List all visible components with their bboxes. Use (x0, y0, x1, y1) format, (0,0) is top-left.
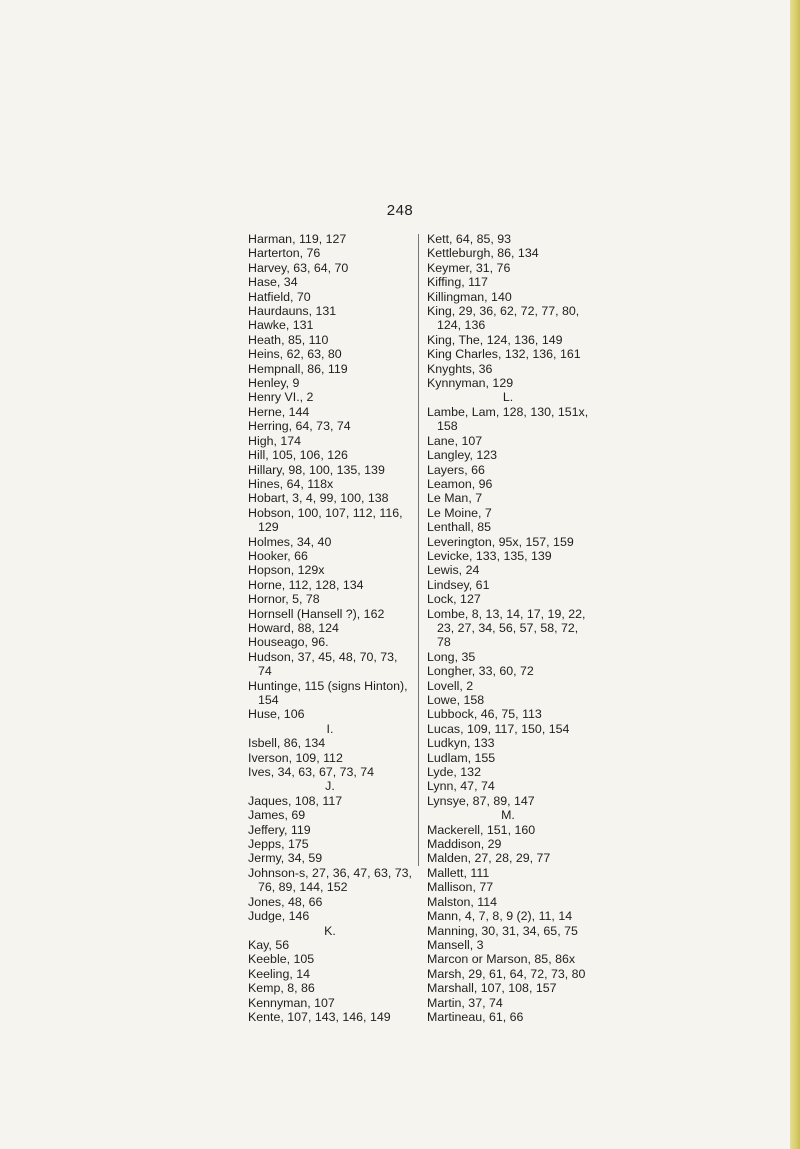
index-entry: Holmes, 34, 40 (248, 534, 332, 549)
index-entry: James, 69 (248, 808, 306, 823)
index-entry: Lovell, 2 (427, 678, 474, 693)
index-entry: Langley, 123 (427, 448, 498, 463)
index-entry: Lucas, 109, 117, 150, 154 (427, 721, 570, 736)
index-entry: Isbell, 86, 134 (248, 736, 326, 751)
index-entry: Mann, 4, 7, 8, 9 (2), 11, 14 (427, 909, 573, 924)
index-entry: Herne, 144 (248, 404, 310, 419)
index-entry: Henry VI., 2 (248, 390, 314, 405)
index-entry: Longher, 33, 60, 72 (427, 664, 534, 679)
index-entry: King Charles, 132, 136, 161 (427, 347, 581, 362)
index-entry: Heath, 85, 110 (248, 332, 329, 347)
index-entry: Lindsey, 61 (427, 577, 490, 592)
page-number: 248 (386, 202, 414, 219)
section-letter: K. (324, 923, 336, 938)
index-entry: Hornor, 5, 78 (248, 592, 320, 607)
index-entry: Killingman, 140 (427, 289, 512, 304)
page-edge-decoration (790, 0, 800, 1149)
index-entry: Mackerell, 151, 160 (427, 822, 536, 837)
section-letter: I. (326, 721, 334, 736)
index-entry: Kiffing, 117 (427, 275, 488, 290)
index-column-left (248, 232, 412, 1024)
index-entry: Le Moine, 7 (427, 505, 492, 520)
index-entry: Marshall, 107, 108, 157 (427, 981, 557, 996)
index-entry: Knyghts, 36 (427, 361, 493, 376)
index-entry: Long, 35 (427, 649, 476, 664)
index-entry: Ives, 34, 63, 67, 73, 74 (248, 765, 375, 780)
index-entry: Malston, 114 (427, 894, 498, 909)
index-entry: Keeble, 105 (248, 952, 315, 967)
index-entry: Herring, 64, 73, 74 (248, 419, 351, 434)
index-entry: Houseago, 96. (248, 635, 329, 650)
index-entry: Hatfield, 70 (248, 289, 311, 304)
index-entry: Martineau, 61, 66 (427, 1009, 524, 1024)
index-entry: Leverington, 95x, 157, 159 (427, 534, 574, 549)
column-divider (418, 234, 419, 866)
index-entry: Hornsell (Hansell ?), 162 (248, 606, 385, 621)
index-entry: Layers, 66 (427, 462, 485, 477)
index-entry: Jaques, 108, 117 (248, 793, 343, 808)
index-entry: Lenthall, 85 (427, 520, 492, 535)
index-entry: Marsh, 29, 61, 64, 72, 73, 80 (427, 966, 586, 981)
index-entry: Kemp, 8, 86 (248, 981, 315, 996)
index-entry: Hobart, 3, 4, 99, 100, 138 (248, 491, 389, 506)
index-entry: Huntinge, 115 (signs Hinton), 154 (248, 678, 408, 707)
index-entry: Lynsye, 87, 89, 147 (427, 793, 535, 808)
index-entry: Kente, 107, 143, 146, 149 (248, 1009, 391, 1024)
index-entry: Keeling, 14 (248, 966, 311, 981)
index-entry: Hines, 64, 118x (248, 476, 334, 491)
index-entry: Hobson, 100, 107, 112, 116, 129 (248, 505, 403, 535)
index-entry: Lambe, Lam, 128, 130, 151x, 158 (427, 404, 589, 434)
index-entry: King, 29, 36, 62, 72, 77, 80, 124, 136 (427, 304, 580, 333)
index-entry: Harvey, 63, 64, 70 (248, 260, 349, 275)
index-entry: Hase, 34 (248, 275, 298, 290)
index-entry: Hudson, 37, 45, 48, 70, 73, 74 (248, 649, 398, 679)
index-entry: Ludlam, 155 (427, 750, 496, 765)
index-entry: Mansell, 3 (427, 937, 484, 952)
index-entry: Jeffery, 119 (248, 822, 311, 837)
index-entry: Judge, 146 (248, 909, 310, 924)
index-entry: Levicke, 133, 135, 139 (427, 548, 552, 563)
index-entry: Lombe, 8, 13, 14, 17, 19, 22, 23, 27, 34, 56, 57, 58, 72, 78 (427, 606, 586, 650)
index-entry: Kettleburgh, 86, 134 (427, 246, 539, 261)
index-entry: Haurdauns, 131 (248, 304, 337, 319)
index-entry: Hillary, 98, 100, 135, 139 (248, 462, 385, 477)
index-entry: Iverson, 109, 112 (248, 750, 343, 765)
index-entry: Keymer, 31, 76 (427, 260, 511, 275)
index-entry: Ludkyn, 133 (427, 736, 495, 751)
index-entry: High, 174 (248, 433, 302, 448)
index-entry: Hawke, 131 (248, 318, 314, 333)
index-entry: Lowe, 158 (427, 693, 485, 707)
index-entry: Huse, 106 (248, 707, 305, 722)
section-letter: J. (325, 779, 335, 794)
index-entry: Harman, 119, 127 (248, 232, 347, 246)
index-entry: Johnson-s, 27, 36, 47, 63, 73, 76, 89, 144, 152 (248, 865, 412, 895)
index-entry: Hooker, 66 (248, 548, 308, 563)
index-entry: Malden, 27, 28, 29, 77 (427, 851, 551, 866)
index-entry: Kay, 56 (248, 937, 290, 952)
index-entry: Marcon or Marson, 85, 86x (427, 952, 576, 967)
index-entry: Lock, 127 (427, 592, 481, 607)
index-entry: Howard, 88, 124 (248, 620, 339, 635)
index-entry: Lubbock, 46, 75, 113 (427, 707, 542, 722)
index-entry: Maddison, 29 (427, 837, 502, 852)
section-letter: L. (502, 390, 514, 405)
index-entry: King, The, 124, 136, 149 (427, 332, 563, 347)
index-entry: Harterton, 76 (248, 246, 321, 261)
index-entry: Leamon, 96 (427, 476, 493, 491)
index-entry: Horne, 112, 128, 134 (248, 577, 364, 592)
index-column-right (427, 232, 589, 1024)
index-entry: Mallison, 77 (427, 880, 494, 895)
index-entry: Hempnall, 86, 119 (248, 361, 348, 376)
index-entry: Hopson, 129x (248, 563, 325, 578)
index-entry: Mallett, 111 (427, 865, 490, 880)
index-entry: Martin, 37, 74 (427, 995, 503, 1010)
index-entry: Hill, 105, 106, 126 (248, 448, 348, 463)
index-entry: Jermy, 34, 59 (248, 851, 323, 866)
index-entry: Le Man, 7 (427, 491, 483, 506)
index-entry: Kynnyman, 129 (427, 376, 514, 391)
index-entry: Henley, 9 (248, 376, 300, 391)
index-entry: Heins, 62, 63, 80 (248, 347, 342, 362)
index-entry: Jepps, 175 (248, 837, 309, 852)
index-entry: Manning, 30, 31, 34, 65, 75 (427, 923, 578, 938)
index-entry: Lewis, 24 (427, 563, 480, 578)
index-entry: Jones, 48, 66 (248, 894, 323, 909)
index-entry: Lyde, 132 (427, 765, 481, 780)
section-letter: M. (501, 808, 515, 823)
index-entry: Lynn, 47, 74 (427, 779, 495, 794)
index-entry: Lane, 107 (427, 433, 483, 448)
index-entry: Kennyman, 107 (248, 995, 335, 1010)
index-entry: Kett, 64, 85, 93 (427, 232, 512, 246)
